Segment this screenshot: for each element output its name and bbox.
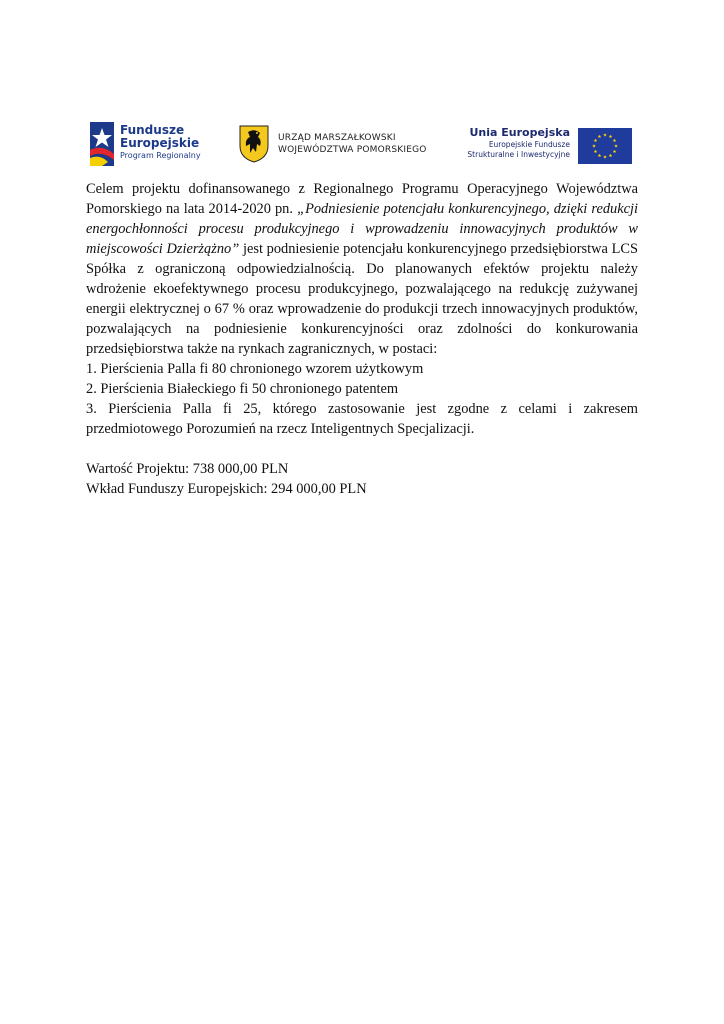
unia-europejska-logo (462, 118, 636, 170)
intro-text-part1: Celem projektu dofinansowanego z Regionalnego Programu Operacyjnego Województwa Pomorskiego na lata 2014-2020 pn. (86, 181, 638, 217)
list-item-1: 1. Pierścienia Palla fi 80 chronionego wzorem użytkowym (86, 361, 424, 377)
fe-line2: Europejskie (120, 136, 200, 150)
um-line1: URZĄD MARSZAŁKOWSKI (278, 133, 396, 143)
spacer (86, 439, 638, 459)
fe-star-icon (88, 120, 118, 168)
intro-text-part2: jest podniesienie potencjału konkurencyjnego przedsiębiorstwa LCS Spółka z ograniczoną odpowiedzialnością. Do planowanych efektów projektu należy wdrożenie ekoefektywnego procesu produkcyjnego, pozwalającego na redukcję zużywanej energii elektrycznej o 67 % oraz wprowadzenie do produkcji trzech innowacyjnych produktów, pozwalających na podniesienie konkurencyjności oraz zdolności do konkurowania przedsiębiorstwa także na rynkach zagranicznych, w postaci: (86, 241, 638, 357)
ue-logo-text (462, 126, 570, 160)
griffin-coat-of-arms-icon (238, 124, 270, 164)
ue-line2: Europejskie Fundusze (488, 140, 570, 149)
list-item-3: 3. Pierścienia Palla fi 25, którego zastosowanie jest zgodne z celami i zakresem przedmiotowego Porozumień na rzecz Inteligentnych Specjalizacji. (86, 401, 638, 437)
eu-contribution: Wkład Funduszy Europejskich: 294 000,00 PLN (86, 481, 367, 497)
eu-flag-icon (578, 128, 632, 164)
intro-paragraph (86, 179, 638, 359)
ue-line3: Strukturalne i Inwestycyjne (467, 150, 570, 159)
logo-strip (88, 118, 636, 170)
project-title: „Podniesienie potencjału konkurencyjnego, dzięki redukcji energochłonności procesu produkcyjnego i wprowadzeniu innowacyjnych produktów w miejscowości Dzierżążno” (86, 201, 638, 257)
list-item-2: 2. Pierścienia Białeckiego fi 50 chronionego patentem (86, 381, 399, 397)
urzad-marszalkowski-logo (238, 118, 438, 170)
fe-logo-text (120, 124, 201, 162)
fundusze-europejskie-logo (88, 118, 228, 170)
ue-line1: Unia Europejska (469, 126, 570, 139)
um-logo-text (278, 132, 427, 156)
fe-line1: Fundusze (120, 123, 185, 137)
um-line2: WOJEWÓDZTWA POMORSKIEGO (278, 145, 427, 155)
project-value: Wartość Projektu: 738 000,00 PLN (86, 461, 289, 477)
document-body (86, 179, 638, 499)
fe-line3: Program Regionalny (120, 151, 201, 160)
